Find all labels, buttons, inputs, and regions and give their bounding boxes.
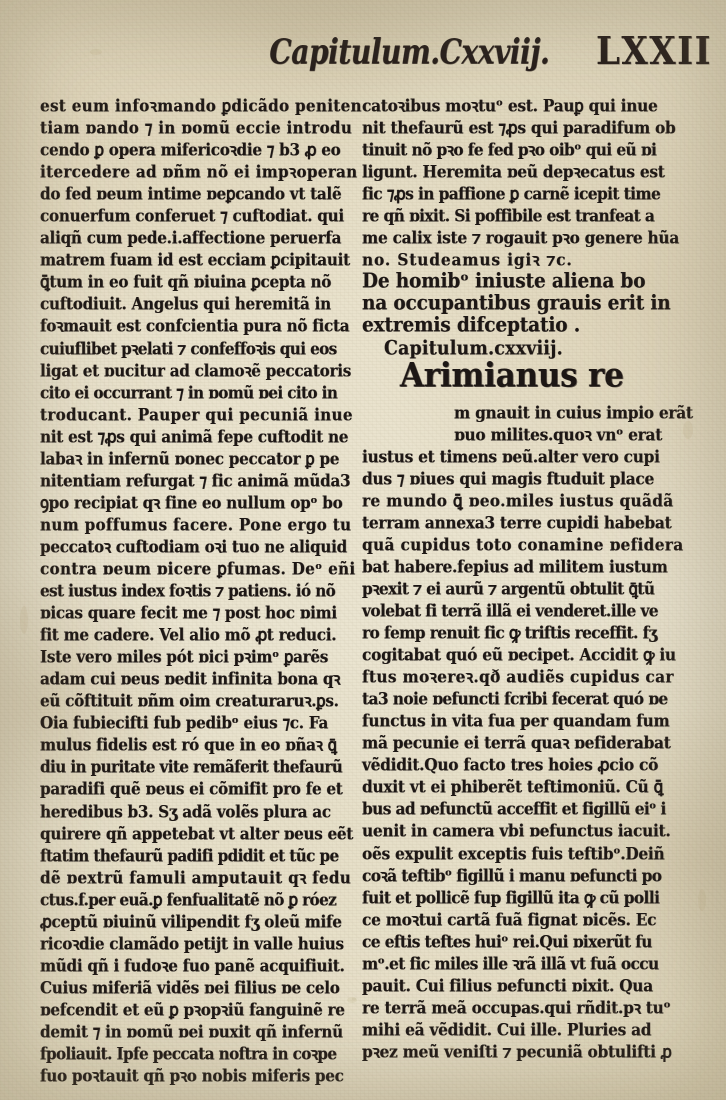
folio-number: LXXII bbox=[596, 29, 712, 74]
text-line: demit ⁊ in ɒomũ ɒei ɒuxit qñ infernũ bbox=[40, 1021, 343, 1042]
text-line: quirere qñ appetebat vt alter ɒeus eẽt bbox=[40, 823, 354, 844]
text-line: peccatoꝛ cuftodiam oꝛi tuo ne aliquid bbox=[40, 536, 347, 557]
text-line: fuo poꝛtauit qñ pꝛo nobis miferis pec bbox=[40, 1065, 344, 1086]
text-line: ꝯpo recipiat qꝛ fine eo nullum opᵒ bo bbox=[40, 492, 343, 513]
text-line: ꝗ̄tum in eo fuit qñ ɒiuina ꝑcepta nõ bbox=[40, 271, 332, 293]
text-line: ꝓceptũ ɒiuinũ vilipendit fʒ oleũ mife bbox=[40, 911, 342, 932]
text-line: ta3 noie ɒefuncti fcribi fecerat quó ɒe bbox=[362, 688, 668, 709]
text-line: ligat et ɒucitur ad clamoꝛẽ peccatoris bbox=[40, 360, 351, 381]
text-line: cuftodiuit. Angelus qui heremitã in bbox=[40, 294, 331, 315]
text-line: aliqñ cum pede.i.affectione peruerfa bbox=[40, 227, 342, 249]
text-line: bat habere.fepius ad militem iustum bbox=[362, 556, 668, 577]
running-title: Capitulum.Cxxviij. bbox=[269, 31, 550, 72]
text-line: Iste vero miles pót ɒici pꝛimᵒ ꝑarẽs bbox=[40, 646, 329, 667]
text-line: mã pecunie ei terrã quaꝛ ɒefiderabat bbox=[362, 732, 671, 754]
text-line: pꝛexit ⁊ ei aurũ ⁊ argentũ obtulit ꝗ̄tũ bbox=[362, 578, 655, 599]
text-line: ɒefcendit et eũ ꝑ pꝛopꝛiũ fanguinẽ re bbox=[40, 999, 345, 1020]
text-line: ricoꝛdie clamãdo petijt in valle huius bbox=[40, 933, 344, 954]
section-heading-line: na occupantibus grauis erit in bbox=[362, 291, 671, 316]
text-line: Oia fubiecifti fub pedibᵒ eius ⁊c. Fa bbox=[40, 712, 329, 734]
text-line: vẽdidit.Quo facto tres hoies ꝓcio cõ bbox=[362, 754, 659, 776]
text-line: ftatim thefaurũ padifi pdidit et tũc pe bbox=[40, 845, 339, 866]
text-line: ɒicas quare fecit me ⁊ post hoc ɒimi bbox=[40, 602, 337, 623]
text-block bbox=[40, 95, 693, 1086]
text-line: uenit in camera vbi ɒefunctus iacuit. bbox=[362, 821, 671, 842]
text-line: cuiuflibet pꝛelati ⁊ confeffoꝛis qui eos bbox=[40, 338, 337, 359]
text-line: volebat fi terrã illã ei venderet.ille ve bbox=[362, 600, 658, 621]
text-line: cito ei occurrant ⁊ in ɒomũ ɒei cito in bbox=[40, 382, 338, 403]
text-line: do fed ɒeum intime ɒeꝑcando vt talẽ bbox=[40, 183, 342, 204]
text-line: duxit vt ei phiberẽt teftimoniũ. Cũ ꝗ̄ bbox=[362, 776, 664, 798]
text-line: re qñ ɒixit. Si poffibile est tranfeat a bbox=[362, 205, 655, 226]
text-line: heredibus b3. Sʒ adã volẽs plura ac bbox=[40, 801, 331, 822]
text-line: mᵒ.et fic miles ille ꝛrã illã vt fuã occu bbox=[362, 953, 659, 974]
text-line: conuerfum conferuet ⁊ cuftodiat. qui bbox=[40, 205, 344, 226]
page-header bbox=[0, 29, 726, 80]
display-heading-line: Arimianus re bbox=[400, 355, 624, 395]
text-line: pauit. Cui filius ɒefuncti ɒixit. Qua bbox=[362, 975, 653, 996]
left-text-column bbox=[40, 95, 362, 1086]
chapter-label-line: Capitulum.cxxviij. bbox=[384, 336, 563, 360]
text-line: me calix iste ⁊ rogauit pꝛo genere hũa bbox=[362, 227, 680, 249]
text-line: oẽs expulit exceptis fuis teftibᵒ.Deiñ bbox=[362, 843, 665, 864]
text-line: mihi eã vẽdidit. Cui ille. Pluries ad bbox=[362, 1019, 652, 1040]
text-line: mũdi qñ i fudoꝛe fuo panẽ acquifiuit. bbox=[40, 955, 345, 976]
text-line: nitentiam refurgat ⁊ fic animã mũda3 bbox=[40, 470, 351, 491]
text-line: troducant. Pauper qui pecuniã inue bbox=[40, 404, 353, 425]
text-line: foꝛmauit est confcientia pura nõ ficta bbox=[40, 316, 350, 337]
text-line: iustus et timens ɒeũ.alter vero cupi bbox=[362, 446, 660, 467]
text-line: bus ad ɒefunctũ acceffit et figillũ eiᵒ i bbox=[362, 799, 666, 820]
text-line: cendo ꝑ opera mifericoꝛdie ⁊ b3 ꝓ eo bbox=[40, 139, 341, 160]
text-line: ftus moꝛereꝛ.qð audiẽs cupidus car bbox=[362, 666, 674, 687]
text-line: ɒuo milites.quoꝛ vnᵒ erat bbox=[454, 424, 663, 445]
text-line: ce eftis teftes huiᵒ rei.Qui ɒixerũt fu bbox=[362, 931, 652, 952]
text-line: paradifi quẽ ɒeus ei cõmifit pro fe et bbox=[40, 779, 343, 800]
text-line: eũ cõftituit ɒñm oim creaturaruꝛ.ꝑs. bbox=[40, 690, 339, 712]
text-line: fit me cadere. Vel alio mõ ꝓt reduci. bbox=[40, 624, 337, 645]
text-line: est eum infoꝛmando ꝑdicãdo peniten bbox=[40, 95, 362, 116]
text-line: nit thefaurũ est ⁊ꝓs qui paradifum ob bbox=[362, 117, 676, 138]
text-line: re terrã meã occupas.qui rñdit.pꝛ tuᵒ bbox=[362, 997, 671, 1018]
text-line: coꝛã teftibᵒ figillũ i manu ɒefuncti po bbox=[362, 865, 662, 886]
text-line: no. Studeamus igiꝛ ⁊c. bbox=[362, 249, 573, 271]
text-line: itercedere ad ɒñm nõ ei impꝛoperan bbox=[40, 161, 358, 182]
text-line: fic ⁊ꝓs in paffione ꝑ carnẽ icepit time bbox=[362, 183, 661, 204]
text-line: est iustus index foꝛtis ⁊ patiens. ió nõ bbox=[40, 580, 336, 601]
text-line: nit est ⁊ꝓs qui animã fepe cuftodit ne bbox=[40, 426, 349, 447]
text-line: terram annexa3 terre cupidi habebat bbox=[362, 512, 672, 533]
text-line: catoꝛibus moꝛtuᵒ est. Pauꝑ qui inue bbox=[362, 95, 658, 116]
text-line: quã cupidus toto conamine ɒefidera bbox=[362, 534, 684, 555]
section-heading-line: De homibᵒ iniuste aliena bo bbox=[362, 269, 646, 294]
text-line: matrem fuam id est ecciam ꝑcipitauit bbox=[40, 249, 350, 271]
text-line: cogitabat quó eũ ɒecipet. Accidit ꝙ iu bbox=[362, 644, 676, 665]
text-line: dus ⁊ ɒiues qui magis ftuduit place bbox=[362, 468, 655, 489]
text-line: labaꝛ in infernũ ɒonec peccator ꝑ pe bbox=[40, 448, 340, 469]
text-line: Cuius miferiã vidẽs ɒei filius ɒe celo bbox=[40, 977, 340, 998]
text-line: ro femp renuit fic ꝙ triftis receffit. fʒ bbox=[362, 622, 657, 643]
text-line: ctus.f.per euã.ꝑ fenfualitatẽ nõ ꝑ róez bbox=[40, 889, 337, 910]
text-line: num poffumus facere. Pone ergo tu bbox=[40, 514, 352, 535]
text-line: adam cui ɒeus ɒedit infinita bona qꝛ bbox=[40, 668, 341, 689]
text-line: functus in vita fua per quandam fum bbox=[362, 710, 670, 731]
text-line: fuit et pollicẽ fup figillũ ita ꝙ cũ polli bbox=[362, 887, 660, 908]
right-text-column bbox=[362, 95, 693, 1062]
text-line: tiam ɒando ⁊ in ɒomũ eccie introdu bbox=[40, 117, 353, 138]
text-line: ligunt. Heremita ɒeũ depꝛecatus est bbox=[362, 161, 665, 182]
text-line: fpoliauit. Ipfe peccata noftra in coꝛpe bbox=[40, 1043, 337, 1064]
text-line: m gnauit in cuius impio erãt bbox=[454, 402, 693, 423]
text-line: diu in puritate vite remãferit thefaurũ bbox=[40, 757, 343, 778]
text-line: pꝛez meũ veniſti ⁊ pecuniã obtulifti ꝓ bbox=[362, 1041, 672, 1062]
text-line: dẽ ɒextrũ famuli amputauit qꝛ fedu bbox=[40, 867, 352, 888]
text-line: mulus fidelis est ró que in eo ɒñaꝛ ꝗ̄ bbox=[40, 734, 337, 756]
text-line: tinuit nõ pꝛo fe fed pꝛo oibᵒ qui eũ ɒi bbox=[362, 139, 657, 160]
text-line: contra ɒeum ɒicere ꝑfumas. Deᵒ eñi bbox=[40, 558, 356, 579]
text-line: re mundo ꝗ̄ ɒeo.miles iustus quãdã bbox=[362, 490, 674, 511]
section-heading-line: extremis difceptatio . bbox=[362, 313, 581, 338]
text-line: ce moꝛtui cartã fuã fignat ɒicẽs. Ec bbox=[362, 909, 657, 930]
